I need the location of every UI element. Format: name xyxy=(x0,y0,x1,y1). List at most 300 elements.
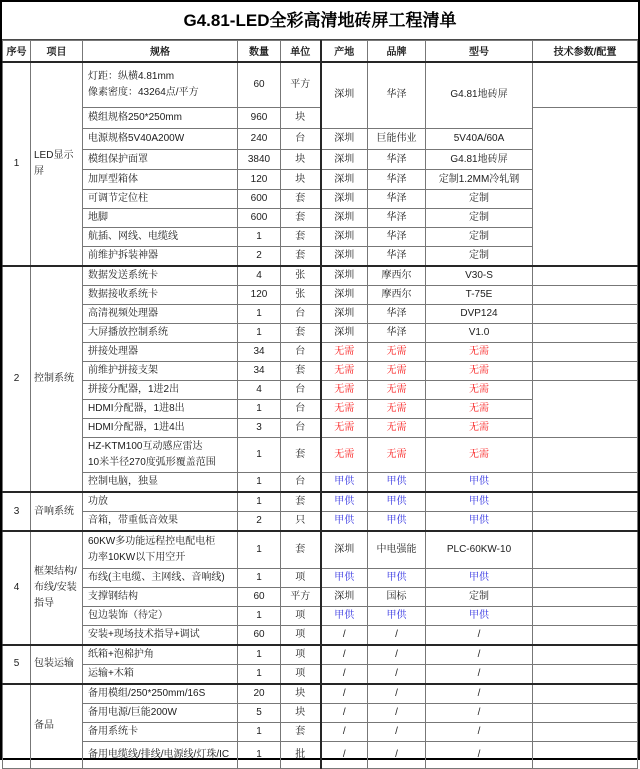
table-row xyxy=(3,473,638,493)
cell-brand xyxy=(368,62,426,129)
cell-brand xyxy=(368,324,426,343)
cell-text: 华泽 xyxy=(386,193,407,204)
cell-text: 无需 xyxy=(334,403,355,414)
cell-text: 批 xyxy=(295,748,306,760)
cell-origin xyxy=(321,266,368,286)
cell-text: 2 xyxy=(256,515,262,526)
cell-text: HZ-KTM100互动感应雷达 xyxy=(88,441,203,452)
cell-text: 1 xyxy=(256,496,262,507)
cell-text: 块 xyxy=(295,687,306,699)
cell-model xyxy=(426,568,533,587)
cell-unit xyxy=(281,343,321,362)
cell-qty xyxy=(238,645,281,665)
cell-text: 备品 xyxy=(34,720,54,731)
cell-text: 备用系统卡 xyxy=(88,725,138,737)
cell-spec xyxy=(83,492,238,512)
cell-text: 套 xyxy=(295,212,306,223)
cell-text: PLC-60KW-10 xyxy=(446,543,512,555)
cell-text: 5V40A/60A xyxy=(453,133,505,144)
cell-qty xyxy=(238,684,281,704)
cell-text: / xyxy=(477,628,481,640)
cell-text: HDMI分配器，1进4出 xyxy=(88,422,185,433)
cell-brand xyxy=(368,170,426,190)
cell-spec xyxy=(83,741,238,768)
table-row xyxy=(3,343,638,362)
cell-text: 模组规格250*250mm xyxy=(88,112,182,123)
cell-text: V30-S xyxy=(465,270,493,281)
cell-text: 块 xyxy=(295,706,306,718)
cell-tech-params xyxy=(533,266,638,286)
cell-origin xyxy=(321,419,368,438)
cell-unit xyxy=(281,247,321,267)
column-header-spec: 规格 xyxy=(83,41,238,62)
cell-brand xyxy=(368,228,426,247)
cell-model xyxy=(426,362,533,381)
cell-text: / xyxy=(477,706,481,718)
cell-qty xyxy=(238,703,281,722)
cell-brand xyxy=(368,190,426,209)
cell-model xyxy=(426,62,533,129)
cell-origin xyxy=(321,228,368,247)
cell-brand xyxy=(368,512,426,532)
cell-text: 1 xyxy=(256,327,262,338)
cell-model xyxy=(426,703,533,722)
cell-text: / xyxy=(395,648,398,660)
cell-origin xyxy=(321,209,368,228)
cell-brand xyxy=(368,400,426,419)
cell-tech-params xyxy=(533,741,638,768)
cell-origin xyxy=(321,381,368,400)
cell-spec xyxy=(83,170,238,190)
cell-text: / xyxy=(395,706,398,718)
cell-spec xyxy=(83,129,238,150)
cell-model xyxy=(426,381,533,400)
cell-spec xyxy=(83,266,238,286)
cell-model xyxy=(426,247,533,267)
cell-text: / xyxy=(342,706,346,718)
cell-qty xyxy=(238,305,281,324)
cell-qty xyxy=(238,381,281,400)
cell-brand xyxy=(368,362,426,381)
cell-text: 600 xyxy=(250,212,268,223)
cell-text: 套 xyxy=(295,250,306,261)
cell-text: 块 xyxy=(295,153,306,165)
cell-text: 60KW多功能远程控电配电柜 xyxy=(88,535,216,547)
cell-text: LED显示屏 xyxy=(34,149,74,177)
cell-origin xyxy=(321,170,368,190)
cell-origin xyxy=(321,645,368,665)
cell-spec xyxy=(83,606,238,625)
cell-unit xyxy=(281,108,321,129)
cell-group-item xyxy=(31,531,83,645)
column-header-unit: 单位 xyxy=(281,41,321,62)
cell-spec xyxy=(83,343,238,362)
cell-spec xyxy=(83,190,238,209)
table-row xyxy=(3,531,638,568)
cell-brand xyxy=(368,305,426,324)
cell-tech-params xyxy=(533,512,638,532)
cell-text: 华泽 xyxy=(386,250,407,261)
cell-spec xyxy=(83,625,238,645)
cell-unit xyxy=(281,400,321,419)
cell-brand xyxy=(368,381,426,400)
cell-tech-params xyxy=(533,305,638,324)
cell-text: 套 xyxy=(295,327,306,338)
cell-tech-params xyxy=(533,381,638,438)
cell-text: 张 xyxy=(295,270,306,281)
cell-text: 项 xyxy=(295,571,306,583)
cell-model xyxy=(426,209,533,228)
cell-origin xyxy=(321,684,368,704)
cell-spec xyxy=(83,645,238,665)
cell-text: 深圳 xyxy=(334,270,355,281)
cell-brand xyxy=(368,247,426,267)
cell-text: 摩西尔 xyxy=(381,289,412,300)
cell-group-no xyxy=(3,62,31,267)
cell-qty xyxy=(238,587,281,606)
cell-text: 华泽 xyxy=(386,308,407,319)
cell-spec xyxy=(83,473,238,493)
cell-text: 深圳 xyxy=(334,153,355,165)
cell-text: 5 xyxy=(13,658,20,669)
cell-text: 拼接处理器 xyxy=(88,346,138,357)
cell-text: 控制电脑，独显 xyxy=(88,476,158,487)
cell-text: 3 xyxy=(256,422,262,433)
cell-model xyxy=(426,473,533,493)
cell-origin xyxy=(321,664,368,684)
cell-unit xyxy=(281,703,321,722)
cell-qty xyxy=(238,150,281,170)
cell-model xyxy=(426,645,533,665)
cell-tech-params xyxy=(533,362,638,381)
cell-tech-params xyxy=(533,606,638,625)
cell-spec xyxy=(83,419,238,438)
cell-text: 甲供 xyxy=(334,496,355,507)
cell-text: 1 xyxy=(256,476,262,487)
table-row xyxy=(3,684,638,704)
cell-text: 深圳 xyxy=(334,289,355,300)
cell-text: 3840 xyxy=(247,153,271,165)
cell-model xyxy=(426,400,533,419)
cell-qty xyxy=(238,606,281,625)
cell-text: 甲供 xyxy=(334,571,355,583)
cell-text: 台 xyxy=(295,476,306,487)
cell-model xyxy=(426,305,533,324)
cell-unit xyxy=(281,645,321,665)
cell-origin xyxy=(321,438,368,473)
cell-spec xyxy=(83,587,238,606)
cell-unit xyxy=(281,381,321,400)
cell-qty xyxy=(238,266,281,286)
table-row xyxy=(3,568,638,587)
cell-group-no xyxy=(3,492,31,531)
cell-spec xyxy=(83,531,238,568)
cell-text: 华泽 xyxy=(386,327,407,338)
cell-text: 2 xyxy=(13,373,20,384)
cell-text: 只 xyxy=(295,515,306,526)
cell-tech-params xyxy=(533,438,638,473)
cell-text: 深圳 xyxy=(334,543,355,555)
cell-model xyxy=(426,606,533,625)
cell-text: 无需 xyxy=(334,422,355,433)
cell-text: 600 xyxy=(250,193,268,204)
cell-unit xyxy=(281,324,321,343)
cell-text: 深圳 xyxy=(334,231,355,242)
cell-text: 模组保护面罩 xyxy=(88,153,148,165)
cell-spec xyxy=(83,62,238,108)
cell-text: 前维护拆装神器 xyxy=(88,250,158,261)
cell-text: 甲供 xyxy=(386,609,407,621)
table-row xyxy=(3,664,638,684)
column-header-item: 项目 xyxy=(31,41,83,62)
cell-text: 布线(主电缆、主网线、音响线) xyxy=(88,571,225,583)
column-header-model: 型号 xyxy=(426,41,533,62)
cell-text: 平方 xyxy=(290,590,311,602)
table-row xyxy=(3,512,638,532)
cell-spec xyxy=(83,400,238,419)
table-row xyxy=(3,703,638,722)
cell-group-item xyxy=(31,492,83,531)
cell-text: 台 xyxy=(295,384,306,395)
table-row xyxy=(3,62,638,108)
cell-origin xyxy=(321,587,368,606)
cell-unit xyxy=(281,568,321,587)
cell-text: 包边装饰（待定） xyxy=(88,609,168,621)
cell-brand xyxy=(368,129,426,150)
cell-brand xyxy=(368,625,426,645)
cell-qty xyxy=(238,228,281,247)
cell-qty xyxy=(238,531,281,568)
cell-text: 无需 xyxy=(386,403,407,414)
cell-brand xyxy=(368,606,426,625)
cell-spec xyxy=(83,722,238,741)
cell-tech-params xyxy=(533,664,638,684)
cell-text: 深圳 xyxy=(334,250,355,261)
cell-text: / xyxy=(395,687,398,699)
cell-text: 支撑钢结构 xyxy=(88,590,138,602)
cell-brand xyxy=(368,473,426,493)
cell-model xyxy=(426,228,533,247)
cell-brand xyxy=(368,209,426,228)
cell-text: 航插、网线、电缆线 xyxy=(88,231,178,242)
table-row xyxy=(3,286,638,305)
cell-text: 60 xyxy=(253,590,265,602)
cell-text: 套 xyxy=(295,543,306,555)
cell-text: 定制 xyxy=(469,231,489,242)
cell-qty xyxy=(238,362,281,381)
cell-text: 项 xyxy=(295,628,306,640)
cell-text: 备用电源/巨能200W xyxy=(88,706,177,718)
cell-text: 音箱，带重低音效果 xyxy=(88,515,178,526)
cell-text: 高清视频处理器 xyxy=(88,308,158,319)
cell-text: 块 xyxy=(295,173,306,185)
cell-qty xyxy=(238,625,281,645)
cell-origin xyxy=(321,324,368,343)
cell-text: / xyxy=(477,667,481,679)
cell-qty xyxy=(238,324,281,343)
cell-spec xyxy=(83,228,238,247)
cell-text: 平方 xyxy=(290,78,311,90)
cell-text: 灯距：纵横4.81mm xyxy=(88,70,175,82)
cell-model xyxy=(426,324,533,343)
cell-text: 深圳 xyxy=(334,193,355,204)
cell-text: 1 xyxy=(13,157,20,169)
cell-text: 大屏播放控制系统 xyxy=(88,327,168,338)
cell-text: 甲供 xyxy=(386,515,407,526)
cell-text: DVP124 xyxy=(460,308,498,319)
cell-text: 34 xyxy=(253,346,265,357)
cell-text: 4 xyxy=(13,581,20,593)
cell-tech-params xyxy=(533,343,638,362)
cell-text: 华泽 xyxy=(386,89,407,101)
cell-qty xyxy=(238,492,281,512)
cell-tech-params xyxy=(533,531,638,568)
cell-qty xyxy=(238,209,281,228)
cell-text: 华泽 xyxy=(386,231,407,242)
cell-text: 960 xyxy=(250,112,268,123)
cell-text: 20 xyxy=(253,687,265,699)
cell-origin xyxy=(321,568,368,587)
cell-origin xyxy=(321,247,368,267)
cell-text: 无需 xyxy=(386,384,407,395)
column-header-tech: 技术参数/配置 xyxy=(533,41,638,62)
cell-tech-params xyxy=(533,473,638,493)
cell-qty xyxy=(238,108,281,129)
cell-text: 前维护拼接支架 xyxy=(88,365,158,376)
cell-origin xyxy=(321,190,368,209)
cell-spec xyxy=(83,286,238,305)
cell-text: 深圳 xyxy=(334,212,355,223)
cell-origin xyxy=(321,62,368,129)
cell-origin xyxy=(321,741,368,768)
cell-text: 120 xyxy=(250,289,268,300)
cell-brand xyxy=(368,645,426,665)
cell-text: 运输+木箱 xyxy=(88,667,134,679)
cell-text: 功放 xyxy=(88,496,108,507)
cell-origin xyxy=(321,343,368,362)
cell-text: 甲供 xyxy=(386,496,407,507)
cell-text: 台 xyxy=(295,346,306,357)
cell-text: / xyxy=(477,748,481,760)
cell-text: 4 xyxy=(256,384,262,395)
cell-text: T-75E xyxy=(465,289,493,300)
cell-text: 1 xyxy=(256,667,262,679)
cell-unit xyxy=(281,722,321,741)
cell-text: 项 xyxy=(295,609,306,621)
cell-text: / xyxy=(342,725,346,737)
cell-text: HDMI分配器，1进8出 xyxy=(88,403,185,414)
cell-text: 无需 xyxy=(386,422,407,433)
cell-tech-params xyxy=(533,625,638,645)
table-row xyxy=(3,722,638,741)
cell-text: 3 xyxy=(13,505,20,517)
cell-text: 甲供 xyxy=(386,476,407,487)
cell-brand xyxy=(368,343,426,362)
cell-origin xyxy=(321,286,368,305)
cell-text: 地脚 xyxy=(88,212,108,223)
cell-unit xyxy=(281,266,321,286)
cell-text: 甲供 xyxy=(469,515,489,526)
cell-qty xyxy=(238,722,281,741)
cell-tech-params xyxy=(533,703,638,722)
cell-unit xyxy=(281,587,321,606)
cell-brand xyxy=(368,664,426,684)
cell-text: 甲供 xyxy=(469,496,489,507)
cell-text: 1 xyxy=(256,609,262,621)
cell-text: 框架结构/布线/安装指导 xyxy=(34,565,77,609)
cell-model xyxy=(426,684,533,704)
cell-text: 甲供 xyxy=(469,476,489,487)
cell-text: 套 xyxy=(295,449,306,460)
cell-unit xyxy=(281,62,321,108)
cell-text: 无需 xyxy=(386,449,407,460)
table-row xyxy=(3,492,638,512)
cell-qty xyxy=(238,343,281,362)
cell-text: 深圳 xyxy=(334,89,355,101)
cell-text: 音响系统 xyxy=(34,505,74,517)
cell-brand xyxy=(368,419,426,438)
cell-text: 数据发送系统卡 xyxy=(88,270,158,281)
cell-qty xyxy=(238,568,281,587)
column-header-qty: 数量 xyxy=(238,41,281,62)
cell-model xyxy=(426,150,533,170)
cell-text: 2 xyxy=(256,250,262,261)
cell-qty xyxy=(238,512,281,532)
cell-unit xyxy=(281,741,321,768)
cell-text: 1 xyxy=(256,231,262,242)
table-row xyxy=(3,587,638,606)
cell-unit xyxy=(281,362,321,381)
cell-text: 无需 xyxy=(469,403,489,414)
cell-unit xyxy=(281,625,321,645)
cell-brand xyxy=(368,531,426,568)
cell-text: 无需 xyxy=(469,384,489,395)
cell-text: 台 xyxy=(295,133,306,144)
cell-brand xyxy=(368,266,426,286)
cell-text: / xyxy=(342,748,346,760)
cell-text: 华泽 xyxy=(386,173,407,185)
cell-spec xyxy=(83,381,238,400)
table-row xyxy=(3,645,638,665)
cell-model xyxy=(426,492,533,512)
table-row xyxy=(3,362,638,381)
cell-text: / xyxy=(477,648,481,660)
cell-text: 深圳 xyxy=(334,327,355,338)
cell-qty xyxy=(238,438,281,473)
cell-text: 深圳 xyxy=(334,590,355,602)
cell-qty xyxy=(238,741,281,768)
cell-group-item xyxy=(31,645,83,684)
cell-text: 套 xyxy=(295,231,306,242)
cell-text: 120 xyxy=(250,173,268,185)
table-row xyxy=(3,324,638,343)
cell-unit xyxy=(281,129,321,150)
cell-text: 4 xyxy=(256,270,262,281)
page-title: G4.81-LED全彩高清地砖屏工程清单 xyxy=(2,2,638,40)
cell-model xyxy=(426,722,533,741)
table-row xyxy=(3,381,638,400)
cell-text: 甲供 xyxy=(469,571,489,583)
cell-text: 1 xyxy=(256,543,262,555)
cell-brand xyxy=(368,741,426,768)
cell-origin xyxy=(321,362,368,381)
cell-text: 华泽 xyxy=(386,212,407,223)
cell-model xyxy=(426,343,533,362)
cell-origin xyxy=(321,150,368,170)
cell-text: / xyxy=(395,667,398,679)
table-row xyxy=(3,266,638,286)
cell-model xyxy=(426,512,533,532)
